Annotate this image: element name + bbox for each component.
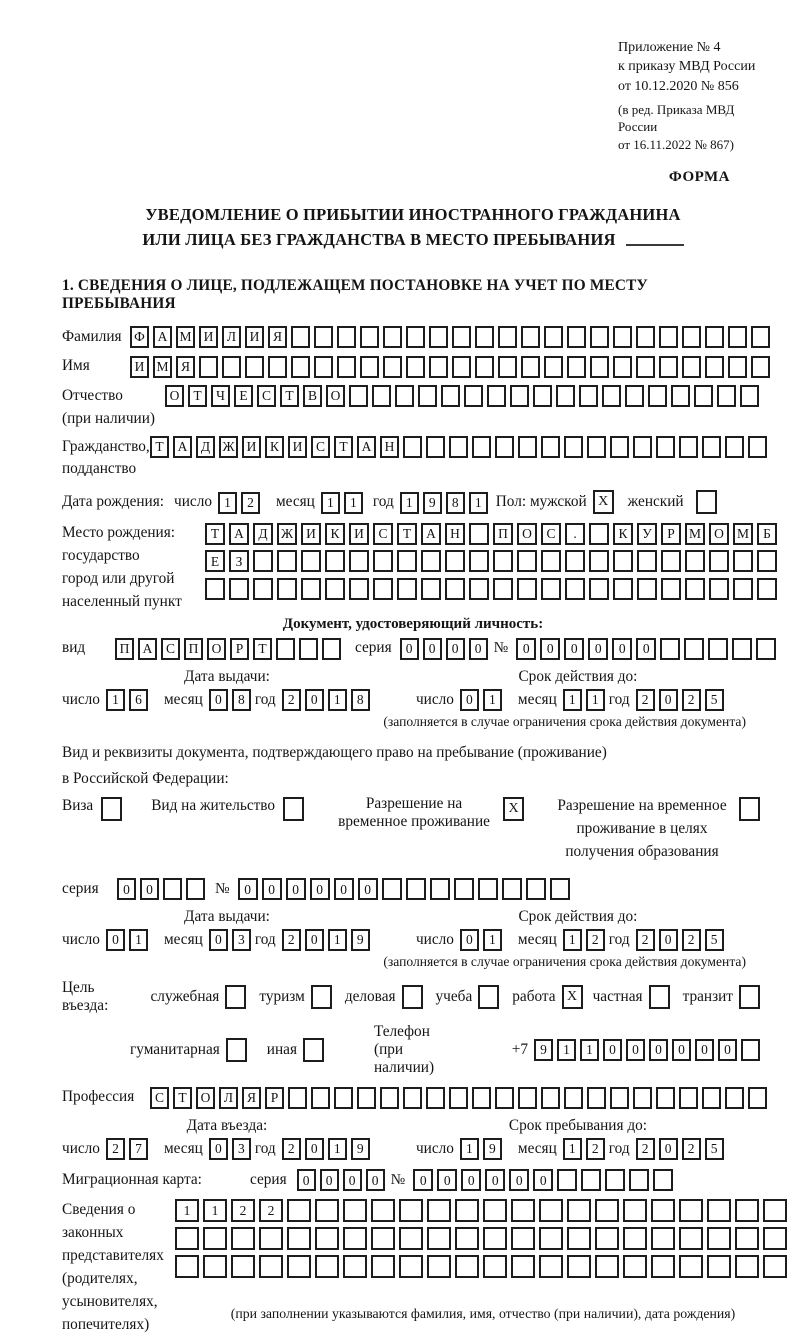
doc-series-input[interactable]: 0 0 0 0 xyxy=(400,637,492,659)
residence-valid-month[interactable]: 1 2 xyxy=(563,929,609,951)
order-date-line: от 10.12.2020 № 856 xyxy=(618,78,739,94)
given-name-label: Имя xyxy=(62,357,90,375)
doc-number-input[interactable]: 0 0 0 0 0 0 xyxy=(516,637,780,659)
doc-number-label: № xyxy=(493,639,509,657)
doc-valid-month[interactable]: 1 1 xyxy=(563,689,609,711)
citizenship-label: Гражданство, подданство xyxy=(62,437,150,478)
purpose-tourism-checkbox[interactable] xyxy=(311,985,336,1009)
validity-note: (заполняется в случае ограничения срока действия документа) xyxy=(383,713,746,729)
doc-type-label: вид xyxy=(62,639,86,657)
temporary-residence-checkbox[interactable]: X xyxy=(503,797,528,821)
residence-number-input[interactable]: 0 0 0 0 0 0 xyxy=(238,878,574,900)
purpose-other-checkbox[interactable] xyxy=(303,1038,328,1062)
stay-year[interactable]: 2 0 2 5 xyxy=(636,1138,728,1160)
form-title-line-2: ИЛИ ЛИЦА БЕЗ ГРАЖДАНСТВА В МЕСТО ПРЕБЫВАНИЯ xyxy=(62,227,764,253)
purpose-work-checkbox[interactable]: X xyxy=(562,985,587,1009)
representatives-inputs xyxy=(175,1199,791,1324)
citizenship-input[interactable]: Т А Д Ж И К И С Т А Н xyxy=(150,436,771,458)
valid-until-heading: Срок действия до: xyxy=(518,667,638,685)
order-reference-block xyxy=(618,38,764,154)
amendment-line-2: от 16.11.2022 № 867) xyxy=(618,137,735,153)
given-name-input[interactable]: И М Я xyxy=(130,355,774,377)
doc-issue-year[interactable]: 2 0 1 8 xyxy=(282,689,374,711)
birth-year-label: год xyxy=(372,493,394,511)
doc-valid-year[interactable]: 2 0 2 5 xyxy=(636,689,728,711)
purpose-study-checkbox[interactable] xyxy=(478,985,503,1009)
entry-day[interactable]: 2 7 xyxy=(106,1138,152,1160)
form-title xyxy=(62,202,764,253)
birth-date-label: Дата рождения: xyxy=(62,493,165,511)
representatives-row-2[interactable] xyxy=(175,1227,791,1250)
order-line: к приказу МВД России xyxy=(618,59,756,75)
birth-month-label: месяц xyxy=(275,493,315,511)
sex-male-label: Пол: мужской xyxy=(495,493,587,511)
phone-input[interactable]: 9 1 1 0 0 0 0 0 0 xyxy=(534,1039,764,1061)
appendix-line: Приложение № 4 xyxy=(618,40,721,55)
residence-doc-dates: Дата выдачи: Срок действия до: число 0 1 месяц 0 3 год 2 0 1 9 число 0 1 месяц 1 2 год 2 0 2 5 (заполняется в случае ограничения срока действия документа) xyxy=(62,908,764,970)
profession-label: Профессия xyxy=(62,1088,135,1106)
form-title-line-1: УВЕДОМЛЕНИЕ О ПРИБЫТИИ ИНОСТРАННОГО ГРАЖДАНИНА xyxy=(145,204,681,224)
doc-issue-day[interactable]: 1 6 xyxy=(106,689,152,711)
purpose-humanitarian-checkbox[interactable] xyxy=(226,1038,251,1062)
residence-issue-heading: Дата выдачи: xyxy=(184,908,270,926)
temporary-residence-education-checkbox[interactable] xyxy=(739,797,764,821)
purpose-transit-checkbox[interactable] xyxy=(739,985,764,1009)
option-residence-permit: Вид на жительство xyxy=(151,797,308,821)
residence-valid-day[interactable]: 0 1 xyxy=(460,929,506,951)
doc-series-label: серия xyxy=(355,639,392,657)
amendment-block xyxy=(618,101,764,154)
sex-male-checkbox[interactable]: X xyxy=(593,490,618,514)
profession-input[interactable]: С Т О Л Я Р xyxy=(150,1086,771,1108)
birth-day-input[interactable]: 1 2 xyxy=(218,491,264,513)
residence-issue-day[interactable]: 0 1 xyxy=(106,929,152,951)
doc-issue-month[interactable]: 0 8 xyxy=(209,689,255,711)
residence-issue-month[interactable]: 0 3 xyxy=(209,929,255,951)
patronymic-label: Отчество (при наличии) xyxy=(62,386,156,427)
purpose-private-checkbox[interactable] xyxy=(649,985,674,1009)
residence-doc-options xyxy=(62,797,764,864)
representatives-row-3[interactable] xyxy=(175,1255,791,1278)
identity-doc-dates: Дата выдачи: Срок действия до: число 1 6 месяц 0 8 год 2 0 1 8 число 0 1 месяц 1 1 год 2 0 2 5 (заполняется в случае ограничения срока действия документа) xyxy=(62,668,764,730)
residence-number-label: № xyxy=(215,880,230,898)
residence-validity-note: (заполняется в случае ограничения срока действия документа) xyxy=(383,954,746,970)
phone-prefix: +7 xyxy=(511,1041,528,1059)
entry-year[interactable]: 2 0 1 9 xyxy=(282,1138,374,1160)
doc-type-input[interactable]: П А С П О Р Т xyxy=(115,637,345,659)
entry-month[interactable]: 0 3 xyxy=(209,1138,255,1160)
purpose-label: Цель въезда: xyxy=(62,979,109,1015)
patronymic-input[interactable]: О Т Ч Е С Т В О xyxy=(165,385,763,407)
section-1-heading: 1. СВЕДЕНИЯ О ЛИЦЕ, ПОДЛЕЖАЩЕМ ПОСТАНОВКЕ НА УЧЕТ ПО МЕСТУ ПРЕБЫВАНИЯ xyxy=(62,276,648,312)
representatives-row-1[interactable]: 1 1 2 2 xyxy=(175,1199,791,1222)
option-temporary-residence: Разрешение на временное проживание X xyxy=(333,797,528,831)
representatives-label: Сведения о законных представителях (родителях, усыновителях, попечителях) xyxy=(62,1201,164,1334)
surname-label: Фамилия xyxy=(62,327,122,345)
stay-until-heading: Срок пребывания до: xyxy=(508,1116,648,1134)
form-label: ФОРМА xyxy=(668,168,730,185)
option-visa: Виза xyxy=(62,797,126,821)
residence-doc-intro: Вид и реквизиты документа, подтверждающего право на пребывание (проживание) в Российской Федерации: xyxy=(62,743,607,788)
residence-valid-year[interactable]: 2 0 2 5 xyxy=(636,929,728,951)
purpose-commercial-checkbox[interactable] xyxy=(402,985,427,1009)
purpose-row-1: Цель въезда: служебная туризм деловая учеба работа X частная транзит xyxy=(62,979,764,1015)
sex-female-checkbox[interactable] xyxy=(696,490,721,514)
surname-input[interactable]: Ф А М И Л И Я xyxy=(130,326,774,348)
residence-valid-heading: Срок действия до: xyxy=(518,908,638,926)
birth-place-row-2[interactable]: Е З xyxy=(205,550,781,572)
representatives-note: (при заполнении указываются фамилия, имя, отчество (при наличии), дата рождения) xyxy=(230,1306,736,1322)
option-temporary-residence-education: Разрешение на временное проживание в целях получения образования xyxy=(553,797,764,864)
migration-number-input[interactable]: 0 0 0 0 0 0 xyxy=(413,1169,677,1191)
migration-card-label: Миграционная карта: xyxy=(62,1171,202,1189)
migration-series-label: серия xyxy=(250,1171,287,1189)
residence-permit-checkbox[interactable] xyxy=(283,797,308,821)
birth-month-input[interactable]: 1 1 xyxy=(321,491,367,513)
migration-series-input[interactable]: 0 0 0 0 xyxy=(297,1169,389,1191)
entry-date-heading: Дата въезда: xyxy=(186,1116,268,1134)
purpose-row-2: гуманитарная иная Телефон (при наличии) +7 9 1 1 0 0 0 0 0 0 xyxy=(62,1023,764,1077)
purpose-business-checkbox[interactable] xyxy=(225,985,250,1009)
migration-number-label: № xyxy=(390,1171,406,1189)
stay-day[interactable]: 1 9 xyxy=(460,1138,506,1160)
birth-day-label: число xyxy=(174,493,212,511)
doc-valid-day[interactable]: 0 1 xyxy=(460,689,506,711)
amendment-line-1: (в ред. Приказа МВД России xyxy=(618,101,735,135)
entry-dates: Дата въезда: Срок пребывания до: число 2 7 месяц 0 3 год 2 0 1 9 число 1 9 месяц 1 2 год 2 0 2 5 xyxy=(62,1117,764,1160)
birth-place-label: Место рождения: государство город или другой населенный пункт xyxy=(62,524,182,611)
visa-checkbox[interactable] xyxy=(101,797,126,821)
identity-doc-heading: Документ, удостоверяющий личность: xyxy=(282,616,544,633)
birth-year-input[interactable]: 1 9 8 1 xyxy=(400,491,492,513)
birth-place-row-3[interactable] xyxy=(205,577,781,599)
issue-date-heading: Дата выдачи: xyxy=(184,667,270,685)
title-underline xyxy=(626,244,684,246)
birth-place-row-1[interactable]: Т А Д Ж И К И С Т А Н П О С . К У Р М О М Б xyxy=(205,522,781,544)
residence-issue-year[interactable]: 2 0 1 9 xyxy=(282,929,374,951)
residence-series-input[interactable]: 0 0 xyxy=(117,878,209,900)
birth-place-inputs xyxy=(205,522,781,604)
residence-series-label: серия xyxy=(62,880,99,898)
sex-female-label: женский xyxy=(627,493,684,511)
stay-month[interactable]: 1 2 xyxy=(563,1138,609,1160)
phone-label: Телефон (при наличии) xyxy=(373,1023,435,1077)
